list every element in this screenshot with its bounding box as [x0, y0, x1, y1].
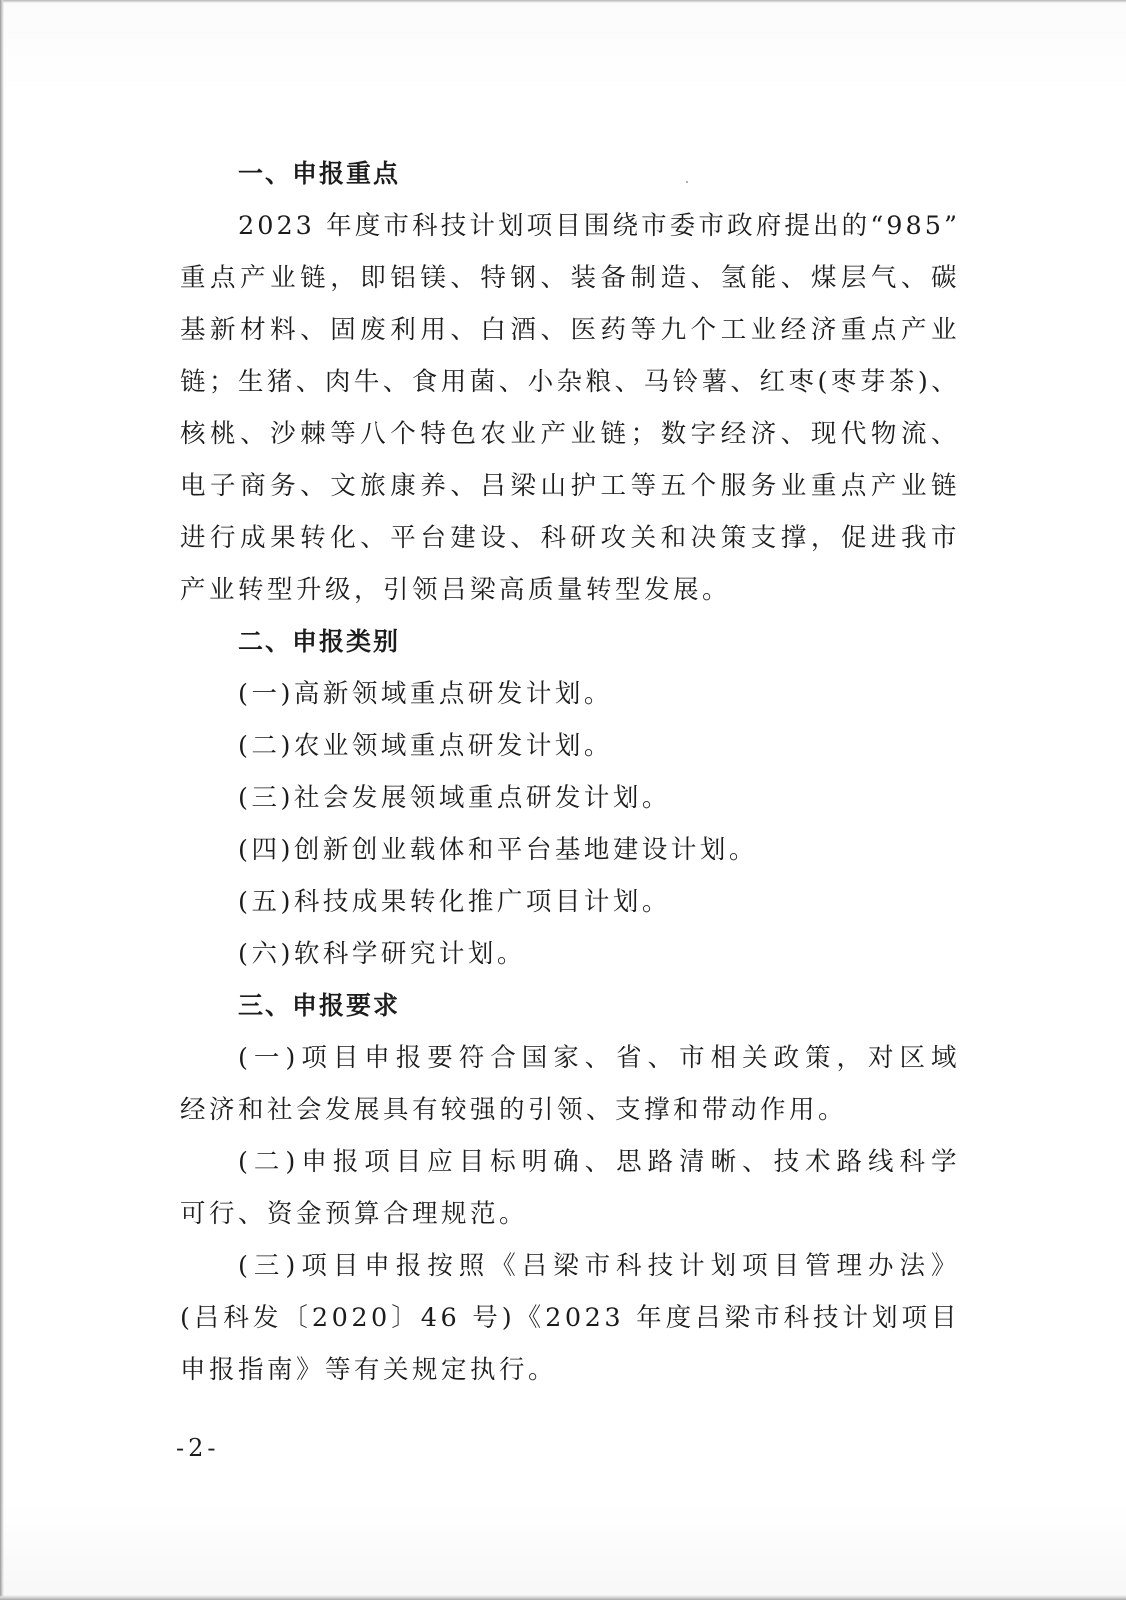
document-body [180, 148, 960, 1396]
scan-edge-top [0, 0, 1126, 3]
category-item: (一)高新领域重点研发计划。 [238, 679, 613, 709]
paragraph-line: (三)项目申报按照《吕梁市科技计划项目管理办法》 [238, 1251, 960, 1281]
section-1-paragraph [180, 200, 960, 616]
paragraph-line: 电子商务、文旅康养、吕梁山护工等五个服务业重点产业链 [180, 471, 960, 501]
paragraph-line: 可行、资金预算合理规范。 [180, 1199, 529, 1229]
paragraph-line: 2023 年度市科技计划项目围绕市委市政府提出的“985” [238, 211, 960, 241]
category-item: (二)农业领域重点研发计划。 [238, 731, 613, 761]
scan-edge-left [0, 0, 4, 1600]
section-heading-2: 二、申报类别 [238, 627, 401, 656]
category-item: (四)创新创业载体和平台基地建设计划。 [238, 835, 758, 865]
paragraph-line: 产业转型升级，引领吕梁高质量转型发展。 [180, 575, 732, 605]
requirement-paragraph-1 [180, 1032, 960, 1136]
section-heading-3: 三、申报要求 [238, 991, 401, 1020]
paragraph-line: 进行成果转化、平台建设、科研攻关和决策支撑，促进我市 [180, 523, 960, 553]
section-heading-1: 一、申报重点 [238, 159, 401, 188]
paragraph-line: 申报指南》等有关规定执行。 [180, 1355, 558, 1385]
requirement-paragraph-3 [180, 1240, 960, 1396]
category-item: (六)软科学研究计划。 [238, 939, 526, 969]
paragraph-line: (一)项目申报要符合国家、省、市相关政策，对区域 [238, 1043, 960, 1073]
paragraph-line: 重点产业链，即铝镁、特钢、装备制造、氢能、煤层气、碳 [180, 263, 960, 293]
category-item: (三)社会发展领域重点研发计划。 [238, 783, 671, 813]
paragraph-line: (吕科发〔2020〕46 号)《2023 年度吕梁市科技计划项目 [180, 1303, 960, 1333]
page-number: -2- [176, 1434, 220, 1462]
category-item: (五)科技成果转化推广项目计划。 [238, 887, 671, 917]
requirement-paragraph-2 [180, 1136, 960, 1240]
paragraph-line: 链；生猪、肉牛、食用菌、小杂粮、马铃薯、红枣(枣芽茶)、 [180, 367, 960, 397]
paragraph-line: 基新材料、固废利用、白酒、医药等九个工业经济重点产业 [180, 315, 960, 345]
paragraph-line: 经济和社会发展具有较强的引领、支撑和带动作用。 [180, 1095, 848, 1125]
scan-edge-bottom [0, 1595, 1126, 1600]
paragraph-line: 核桃、沙棘等八个特色农业产业链；数字经济、现代物流、 [180, 419, 960, 449]
paragraph-line: (二)申报项目应目标明确、思路清晰、技术路线科学 [238, 1147, 960, 1177]
